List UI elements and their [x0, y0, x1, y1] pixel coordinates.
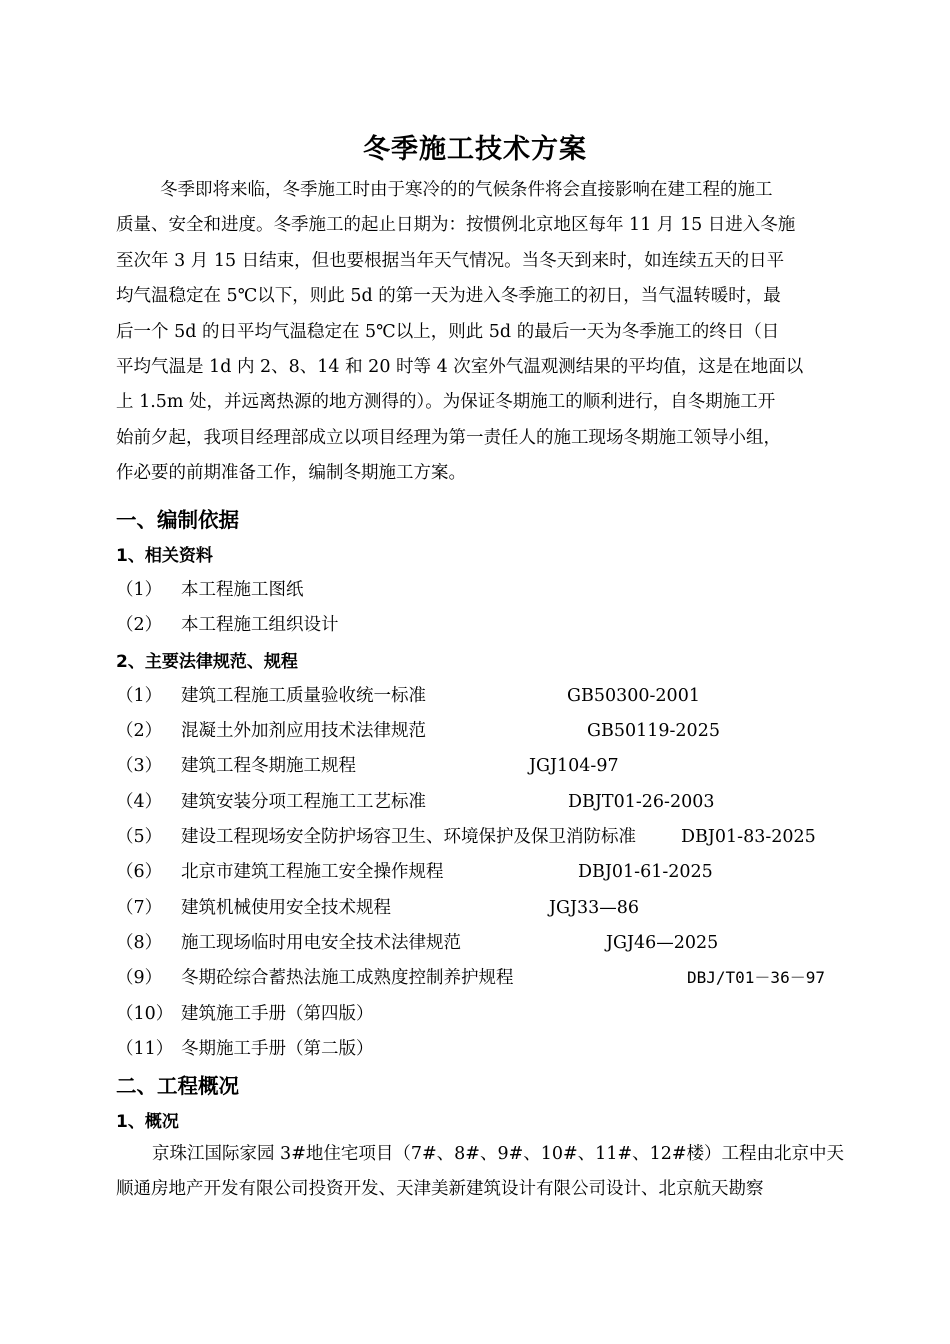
item-text: 建筑工程冬期施工规程 — [181, 756, 356, 776]
regulation-item — [116, 821, 846, 853]
intro-line: 后一个 5d 的日平均气温稳定在 5℃以上，则此 5d 的最后一天为冬季施工的终日（日 — [116, 321, 780, 342]
item-text: 施工现场临时用电安全技术法律规范 — [181, 933, 461, 953]
regulation-item — [116, 962, 846, 994]
item-text: 冬期施工手册（第二版） — [181, 1039, 374, 1059]
document-title: 冬季施工技术方案 — [363, 134, 587, 165]
standard-code: DBJ01-61-2025 — [578, 862, 713, 882]
standard-code: DBJ/T01－36－97 — [687, 968, 825, 987]
item-number: （2） — [116, 721, 163, 741]
regulation-item — [116, 856, 846, 888]
intro-line: 质量、安全和进度。冬季施工的起止日期为：按惯例北京地区每年 11 月 15 日进入冬施 — [116, 215, 796, 236]
section-heading-basis: 一、编制依据 — [116, 508, 239, 532]
subsection-heading-summary: 1、概况 — [116, 1112, 179, 1132]
item-number: （1） — [116, 580, 163, 600]
intro-paragraph — [116, 173, 844, 492]
item-text: 本工程施工组织设计 — [181, 615, 339, 635]
regulation-item — [116, 927, 846, 959]
item-number: （5） — [116, 827, 163, 847]
item-text: 混凝土外加剂应用技术法律规范 — [181, 721, 426, 741]
overview-line: 京珠江国际家园 3#地住宅项目（7#、8#、9#、10#、11#、12#楼）工程由北京中天 — [152, 1144, 845, 1164]
section-heading-overview: 二、工程概况 — [116, 1074, 239, 1098]
item-number: （6） — [116, 862, 163, 882]
standard-code: JGJ46—2025 — [606, 933, 719, 953]
intro-line: 冬季即将来临，冬季施工时由于寒冷的的气候条件将会直接影响在建工程的施工 — [160, 180, 773, 200]
list-item — [116, 574, 846, 606]
standard-code: DBJ01-83-2025 — [681, 827, 816, 847]
subsection-heading-regulations: 2、主要法律规范、规程 — [116, 652, 298, 672]
item-number: （9） — [116, 968, 163, 988]
intro-line: 至次年 3 月 15 日结束，但也要根据当年天气情况。当冬天到来时，如连续五天的日平 — [116, 250, 785, 271]
standard-code: JGJ33—86 — [549, 898, 640, 918]
item-number: （3） — [116, 756, 163, 776]
item-number: （4） — [116, 792, 163, 812]
intro-line: 始前夕起，我项目经理部成立以项目经理为第一责任人的施工现场冬期施工领导小组， — [116, 427, 781, 448]
item-number: （7） — [116, 898, 163, 918]
item-text: 建筑安装分项工程施工工艺标准 — [181, 792, 426, 812]
regulation-item — [116, 680, 846, 712]
regulation-item — [116, 750, 846, 782]
item-text: 建设工程现场安全防护场容卫生、环境保护及保卫消防标准 — [181, 827, 636, 847]
item-number: （8） — [116, 933, 163, 953]
item-number: （10） — [116, 1004, 174, 1024]
regulation-item — [116, 998, 846, 1030]
regulation-item — [116, 1033, 846, 1065]
standard-code: JGJ104-97 — [529, 756, 619, 776]
intro-line: 平均气温是 1d 内 2、8、14 和 20 时等 4 次室外气温观测结果的平均值，这是在地面以 — [116, 357, 804, 378]
intro-line: 上 1.5m 处，并远离热源的地方测得的）。为保证冬期施工的顺利进行，自冬期施工开 — [116, 392, 776, 413]
intro-line: 作必要的前期准备工作，编制冬期施工方案。 — [116, 463, 466, 484]
item-text: 建筑机械使用安全技术规程 — [181, 898, 391, 918]
item-text: 本工程施工图纸 — [181, 580, 304, 600]
regulation-item — [116, 786, 846, 818]
item-text: 建筑施工手册（第四版） — [181, 1004, 374, 1024]
item-text: 建筑工程施工质量验收统一标准 — [181, 686, 426, 706]
subsection-heading-materials: 1、相关资料 — [116, 546, 213, 566]
regulation-item — [116, 715, 846, 747]
item-number: （11） — [116, 1039, 174, 1059]
item-text: 冬期砼综合蓄热法施工成熟度控制养护规程 — [181, 968, 514, 988]
item-number: （2） — [116, 615, 163, 635]
regulation-item — [116, 892, 846, 924]
item-text: 北京市建筑工程施工安全操作规程 — [181, 862, 444, 882]
standard-code: GB50300-2001 — [567, 686, 700, 706]
intro-line: 均气温稳定在 5℃以下，则此 5d 的第一天为进入冬季施工的初日，当气温转暖时，最 — [116, 286, 781, 307]
item-number: （1） — [116, 686, 163, 706]
standard-code: DBJT01-26-2003 — [568, 792, 715, 812]
overview-paragraph — [116, 1137, 844, 1208]
overview-line: 顺通房地产开发有限公司投资开发、天津美新建筑设计有限公司设计、北京航天勘察 — [116, 1179, 764, 1200]
list-item — [116, 609, 846, 641]
standard-code: GB50119-2025 — [587, 721, 720, 741]
